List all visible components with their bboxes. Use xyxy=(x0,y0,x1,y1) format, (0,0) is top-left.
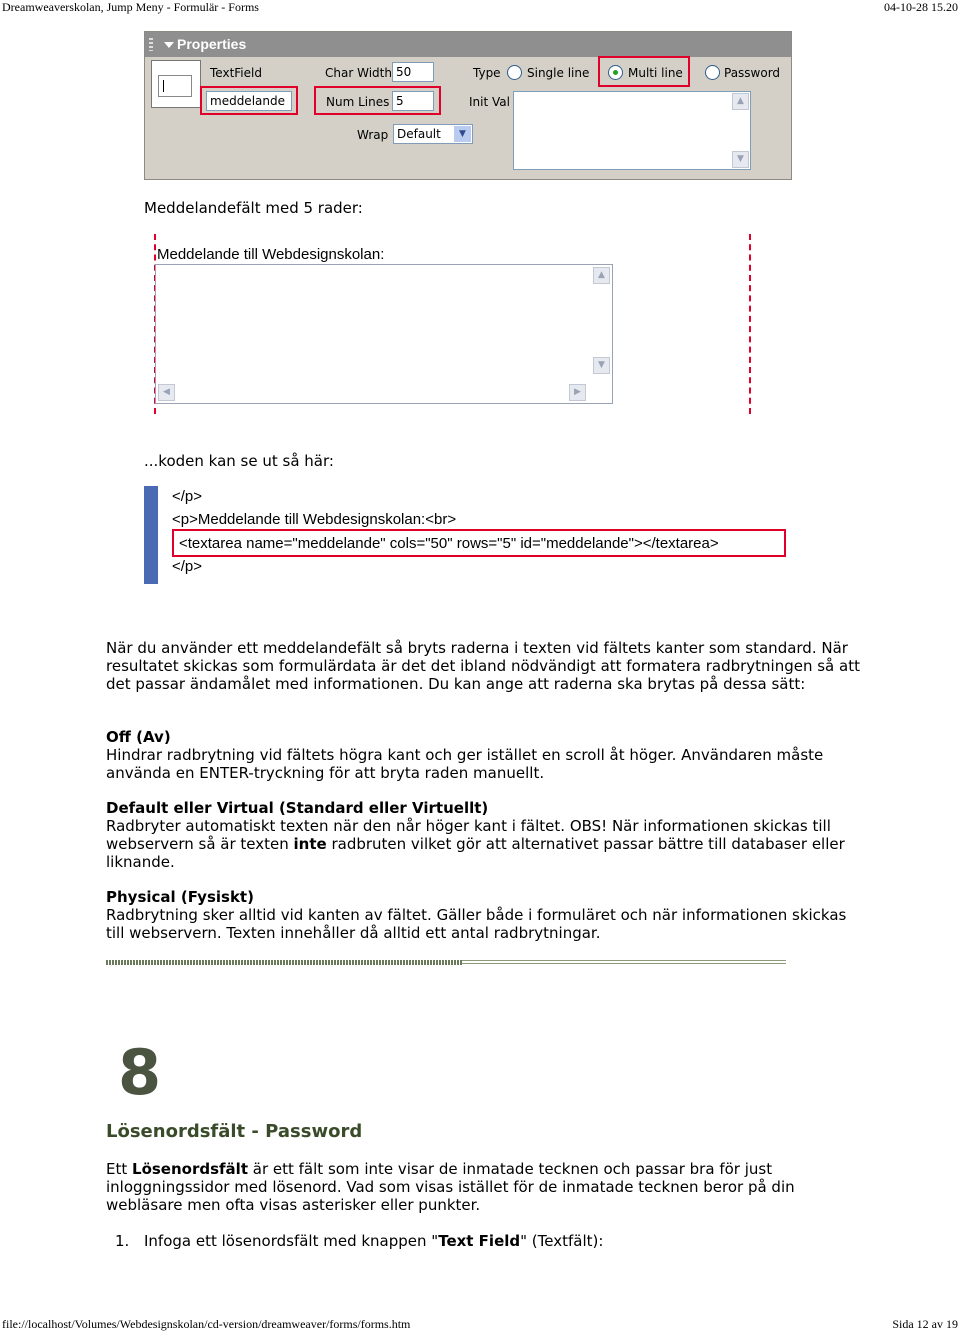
demo-textarea[interactable] xyxy=(155,264,613,404)
highlight-multi-line-box xyxy=(598,56,690,87)
properties-title: Properties xyxy=(177,36,247,52)
caption-textarea: Meddelandefält med 5 rader: xyxy=(144,199,363,217)
caption-code: ...koden kan se ut så här: xyxy=(144,452,334,470)
scroll-down-icon[interactable]: ▼ xyxy=(732,151,749,168)
option-text: Radbryter automatiskt texten när den når höger kant i fältet. OBS! När informationen skickas till webservern så är texten xyxy=(106,817,831,853)
init-val-textarea[interactable] xyxy=(513,91,751,170)
print-footer-page: Sida 12 av 19 xyxy=(892,1317,958,1331)
section-separator xyxy=(106,958,786,966)
textfield-name-input[interactable]: meddelande xyxy=(206,91,292,111)
para-bold: Lösenordsfält xyxy=(132,1160,248,1178)
option-text-bold: inte xyxy=(293,835,327,853)
section-number: 8 xyxy=(118,1036,160,1109)
textfield-label: TextField xyxy=(210,66,262,80)
para-text: är ett fält som inte visar de inmatade tecknen och passar bra för just inloggningssidor med lösenord. Vad som visas istället för de inmatade tecknen beror på din webläsare men ofta visas asterisker eller punkter. xyxy=(106,1160,795,1214)
type-label: Type xyxy=(473,66,501,80)
grip-icon xyxy=(149,38,153,51)
section-paragraph xyxy=(106,1160,866,1214)
highlight-num-lines-box xyxy=(314,86,441,115)
wrap-value: Default xyxy=(397,127,441,141)
textarea-field-icon xyxy=(151,60,201,108)
option-text: Radbrytning sker alltid vid kanten av fältet. Gäller både i formuläret och när informationen skickas till webservern. Texten innehåller då alltid ett antal radbrytningar. xyxy=(106,906,847,942)
init-val-label: Init Val xyxy=(469,95,510,109)
option-text: radbruten vilket gör att alternativet passar bättre till databaser eller liknande. xyxy=(106,835,845,871)
password-label: Password xyxy=(724,66,781,80)
print-footer-url: file://localhost/Volumes/Webdesignskolan/cd-version/dreamweaver/forms/forms.htm xyxy=(2,1317,411,1331)
option-heading: Default eller Virtual (Standard eller Virtuellt) xyxy=(106,799,489,817)
step-number: 1. xyxy=(115,1232,130,1250)
properties-titlebar xyxy=(145,32,791,57)
print-header-date: 04-10-28 15.20 xyxy=(884,0,958,14)
char-width-input[interactable]: 50 xyxy=(392,62,434,82)
option-default xyxy=(106,799,866,871)
option-heading: Off (Av) xyxy=(106,728,171,746)
code-bar xyxy=(144,486,158,584)
code-line: </p> xyxy=(172,488,203,505)
right-margin-guide xyxy=(749,234,751,414)
num-lines-input[interactable]: 5 xyxy=(392,91,434,111)
single-line-radio[interactable] xyxy=(507,65,522,80)
step-text-bold: Text Field xyxy=(438,1232,521,1250)
char-width-label: Char Width xyxy=(325,66,392,80)
scroll-right-icon[interactable]: ▶ xyxy=(569,384,586,401)
single-line-label: Single line xyxy=(527,66,590,80)
highlight-name-box xyxy=(200,86,298,115)
option-off xyxy=(106,728,866,782)
chevron-down-icon[interactable]: ▼ xyxy=(454,126,471,142)
para-text: Ett xyxy=(106,1160,133,1178)
scroll-down-icon[interactable]: ▼ xyxy=(593,357,610,374)
collapse-triangle-icon[interactable] xyxy=(164,42,174,48)
code-line: </p> xyxy=(172,558,203,575)
demo-label: Meddelande till Webdesignskolan: xyxy=(157,246,385,263)
code-line: <p>Meddelande till Webdesignskolan:<br> xyxy=(172,511,457,528)
print-header-title: Dreamweaverskolan, Jump Meny - Formulär - Forms xyxy=(2,0,259,14)
num-lines-label: Num Lines xyxy=(326,95,390,109)
step-text-part: " (Textfält): xyxy=(520,1232,604,1250)
step-text xyxy=(144,1232,603,1250)
scroll-left-icon[interactable]: ◀ xyxy=(158,384,175,401)
option-text: Hindrar radbrytning vid fältets högra kant och ger istället en scroll åt höger. Användaren måste använda en ENTER-tryckning för att bryta raden manuellt. xyxy=(106,746,824,782)
option-heading: Physical (Fysiskt) xyxy=(106,888,254,906)
password-radio[interactable] xyxy=(705,65,720,80)
section-title: Lösenordsfält - Password xyxy=(106,1121,363,1142)
option-physical xyxy=(106,888,866,942)
multi-line-label: Multi line xyxy=(628,66,683,80)
wrap-label: Wrap xyxy=(357,128,389,142)
scroll-up-icon[interactable]: ▲ xyxy=(732,93,749,110)
highlight-textarea-code xyxy=(172,529,786,557)
code-line: <textarea name="meddelande" cols="50" rows="5" id="meddelande"></textarea> xyxy=(179,535,719,552)
scroll-up-icon[interactable]: ▲ xyxy=(593,267,610,284)
wrap-select[interactable] xyxy=(393,124,473,144)
intro-paragraph: När du använder ett meddelandefält så bryts raderna i texten vid fältets kanter som standard. När resultatet skickas som formulärdata är det det ibland nödvändigt att formatera radbrytningen så att det passar ändamålet med informationen. Du kan ange att raderna ska brytas på dessa sätt: xyxy=(106,639,860,693)
step-text-part: Infoga ett lösenordsfält med knappen " xyxy=(144,1232,439,1250)
